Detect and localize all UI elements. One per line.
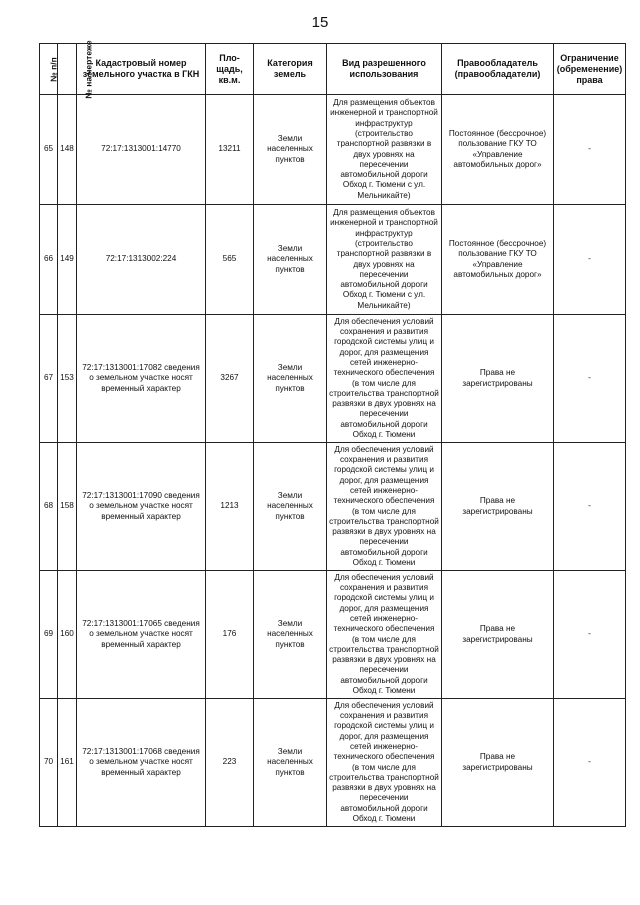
cell-drawing-no: 160 — [58, 571, 77, 699]
cell-category: Земли населенных пунктов — [254, 315, 327, 443]
cell-restriction: - — [554, 571, 626, 699]
cell-area: 3267 — [206, 315, 254, 443]
cell-use: Для обеспечения условий сохранения и развития городской системы улиц и дорог, для размещения сетей инженерно-технического обеспечения (в том числе для строительства транспортной развязки в двух уровнях на пересечении автомобильной дороги Обход г. Тюмени — [327, 315, 442, 443]
cell-restriction: - — [554, 699, 626, 827]
cell-category: Земли населенных пунктов — [254, 443, 327, 571]
cell-use: Для обеспечения условий сохранения и развития городской системы улиц и дорог, для размещения сетей инженерно-технического обеспечения (в том числе для строительства транспортной развязки в двух уровнях на пересечении автомобильной дороги Обход г. Тюмени — [327, 699, 442, 827]
cell-area: 176 — [206, 571, 254, 699]
cell-row-no: 65 — [40, 95, 58, 205]
cell-row-no: 66 — [40, 205, 58, 315]
cell-area: 223 — [206, 699, 254, 827]
cell-cadastral: 72:17:1313001:17082 сведения о земельном участке носят временный характер — [77, 315, 206, 443]
header-holder: Правообладатель (правообладатели) — [442, 44, 554, 95]
cell-drawing-no: 161 — [58, 699, 77, 827]
cell-restriction: - — [554, 443, 626, 571]
cell-holder: Постоянное (бессрочное) пользование ГКУ ТО «Управление автомобильных дорог» — [442, 95, 554, 205]
table-row — [40, 443, 626, 571]
cell-restriction: - — [554, 95, 626, 205]
page-number: 15 — [311, 14, 329, 31]
cell-drawing-no: 148 — [58, 95, 77, 205]
cell-cadastral: 72:17:1313002:224 — [77, 205, 206, 315]
table-row — [40, 95, 626, 205]
header-use: Вид разрешенного использования — [327, 44, 442, 95]
cell-row-no: 70 — [40, 699, 58, 827]
cell-category: Земли населенных пунктов — [254, 205, 327, 315]
table-row — [40, 571, 626, 699]
cell-use: Для обеспечения условий сохранения и развития городской системы улиц и дорог, для размещения сетей инженерно-технического обеспечения (в том числе для строительства транспортной развязки в двух уровнях на пересечении автомобильной дороги Обход г. Тюмени — [327, 443, 442, 571]
cell-area: 13211 — [206, 95, 254, 205]
cell-restriction: - — [554, 315, 626, 443]
cell-holder: Права не зарегистрированы — [442, 315, 554, 443]
table-header-row — [40, 44, 626, 95]
header-restriction: Ограничение (обременение) права — [554, 44, 626, 95]
cell-cadastral: 72:17:1313001:14770 — [77, 95, 206, 205]
cell-category: Земли населенных пунктов — [254, 95, 327, 205]
table-row — [40, 315, 626, 443]
cell-use: Для размещения объектов инженерной и транспортной инфраструктур (строительство транспортной развязки в двух уровнях на пересечении автомобильной дороги Обход г. Тюмени с ул. Мельникайте) — [327, 205, 442, 315]
cell-holder: Права не зарегистрированы — [442, 699, 554, 827]
cell-category: Земли населенных пунктов — [254, 699, 327, 827]
cell-cadastral: 72:17:1313001:17065 сведения о земельном участке носят временный характер — [77, 571, 206, 699]
cell-holder: Постоянное (бессрочное) пользование ГКУ ТО «Управление автомобильных дорог» — [442, 205, 554, 315]
cell-restriction: - — [554, 205, 626, 315]
cell-cadastral: 72:17:1313001:17090 сведения о земельном участке носят временный характер — [77, 443, 206, 571]
cell-use: Для обеспечения условий сохранения и развития городской системы улиц и дорог, для размещения сетей инженерно-технического обеспечения (в том числе для строительства транспортной развязки в двух уровнях на пересечении автомобильной дороги Обход г. Тюмени — [327, 571, 442, 699]
header-drawing-no: № на чертеже — [58, 44, 77, 95]
cell-drawing-no: 158 — [58, 443, 77, 571]
cell-row-no: 68 — [40, 443, 58, 571]
header-cadastral: Кадастровый номер земельного участка в ГКН — [77, 44, 206, 95]
land-plot-table — [39, 39, 626, 827]
cell-drawing-no: 149 — [58, 205, 77, 315]
header-row-no: № п/п — [40, 44, 58, 95]
cell-cadastral: 72:17:1313001:17068 сведения о земельном участке носят временный характер — [77, 699, 206, 827]
table-row — [40, 699, 626, 827]
cell-holder: Права не зарегистрированы — [442, 443, 554, 571]
cell-drawing-no: 153 — [58, 315, 77, 443]
cell-area: 565 — [206, 205, 254, 315]
cell-use: Для размещения объектов инженерной и транспортной инфраструктур (строительство транспортной развязки в двух уровнях на пересечении автомобильной дороги Обход г. Тюмени с ул. Мельникайте) — [327, 95, 442, 205]
cell-category: Земли населенных пунктов — [254, 571, 327, 699]
cell-holder: Права не зарегистрированы — [442, 571, 554, 699]
cell-row-no: 69 — [40, 571, 58, 699]
cell-row-no: 67 — [40, 315, 58, 443]
header-category: Категория земель — [254, 44, 327, 95]
cell-area: 1213 — [206, 443, 254, 571]
header-area: Пло-щадь, кв.м. — [206, 44, 254, 95]
table-row — [40, 205, 626, 315]
